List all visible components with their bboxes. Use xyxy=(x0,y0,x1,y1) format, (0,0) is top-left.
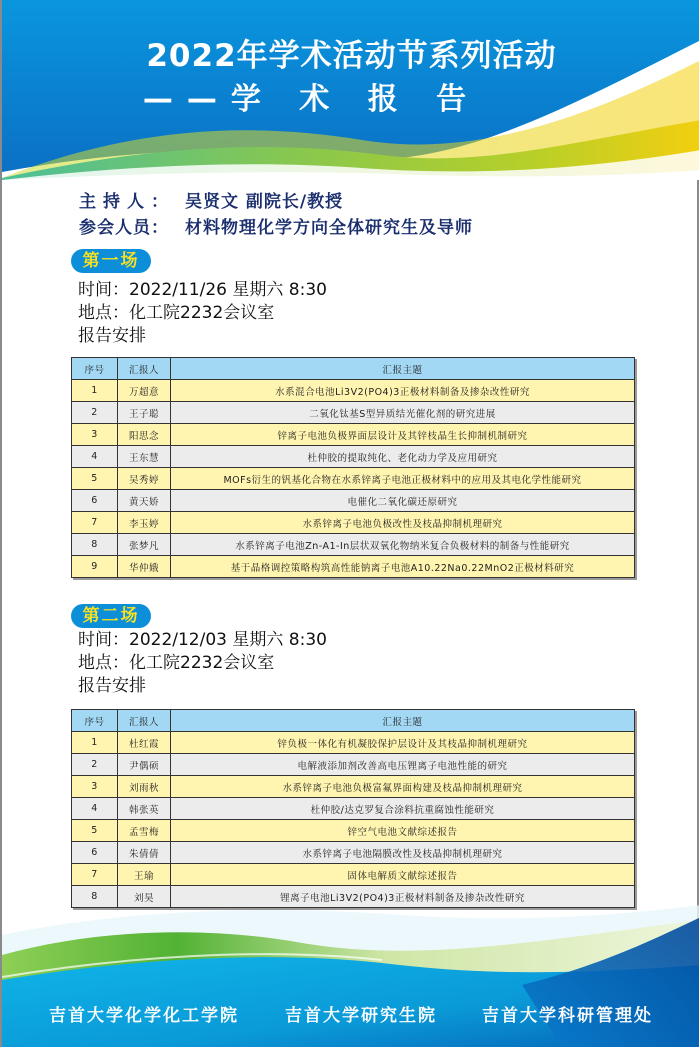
table-row xyxy=(72,556,635,578)
host-line xyxy=(79,187,343,212)
table-row xyxy=(72,424,635,446)
footer-org-2: 吉首大学研究生院 xyxy=(285,1006,437,1026)
table-row xyxy=(72,446,635,468)
session-2-schedule-label: 报告安排 xyxy=(78,676,146,696)
row-no: 1 xyxy=(72,380,118,402)
row-no: 4 xyxy=(72,446,118,468)
table-row xyxy=(72,512,635,534)
col-header-topic: 汇报主题 xyxy=(171,358,635,380)
col-header-reporter: 汇报人 xyxy=(118,710,171,732)
session-1-info xyxy=(78,279,327,348)
table-header-row xyxy=(72,358,635,380)
table-row xyxy=(72,468,635,490)
poster-title: 2022年学术活动节系列活动 xyxy=(146,38,557,74)
attendees-line xyxy=(79,213,473,238)
row-reporter: 王东慧 xyxy=(118,446,171,468)
row-reporter: 杜红霞 xyxy=(118,732,171,754)
session-2-schedule-table xyxy=(71,709,635,908)
col-header-no: 序号 xyxy=(72,710,118,732)
row-reporter: 刘昊 xyxy=(118,886,171,908)
row-topic: 电解液添加剂改善高电压锂离子电池性能的研究 xyxy=(171,754,635,776)
row-topic: 二氧化钛基S型异质结光催化剂的研究进展 xyxy=(171,402,635,424)
row-no: 2 xyxy=(72,754,118,776)
session-1-schedule-table xyxy=(71,357,635,578)
row-no: 5 xyxy=(72,820,118,842)
table-row xyxy=(72,864,635,886)
table-row xyxy=(72,402,635,424)
row-topic: 水系锌离子电池隔膜改性及枝晶抑制机理研究 xyxy=(171,842,635,864)
row-topic: 基于晶格调控策略构筑高性能钠离子电池A10.22Na0.22MnO2正极材料研究 xyxy=(171,556,635,578)
row-topic: 水系锌离子电池Zn-A1-In层状双氧化物纳米复合负极材料的制备与性能研究 xyxy=(171,534,635,556)
row-reporter: 孟雪梅 xyxy=(118,820,171,842)
row-reporter: 刘雨秋 xyxy=(118,776,171,798)
table-header-row xyxy=(72,710,635,732)
table-row xyxy=(72,732,635,754)
row-topic: 锌离子电池负极界面层设计及其锌枝晶生长抑制机制研究 xyxy=(171,424,635,446)
session-2-time: 时间：2022/12/03 星期六 8:30 xyxy=(78,630,327,650)
footer-org-3: 吉首大学科研管理处 xyxy=(482,1006,653,1026)
row-reporter: 万超意 xyxy=(118,380,171,402)
row-no: 9 xyxy=(72,556,118,578)
row-topic: 固体电解质文献综述报告 xyxy=(171,864,635,886)
col-header-reporter: 汇报人 xyxy=(118,358,171,380)
session-1-badge: 第一场 xyxy=(71,249,151,273)
col-header-no: 序号 xyxy=(72,358,118,380)
row-no: 1 xyxy=(72,732,118,754)
row-reporter: 阳思念 xyxy=(118,424,171,446)
session-1-time: 时间：2022/11/26 星期六 8:30 xyxy=(78,280,327,300)
table-row xyxy=(72,776,635,798)
row-no: 3 xyxy=(72,424,118,446)
row-topic: 锌负极一体化有机凝胶保护层设计及其枝晶抑制机理研究 xyxy=(171,732,635,754)
row-no: 8 xyxy=(72,534,118,556)
col-header-topic: 汇报主题 xyxy=(171,710,635,732)
row-topic: MOFs衍生的钒基化合物在水系锌离子电池正极材料中的应用及其电化学性能研究 xyxy=(171,468,635,490)
row-topic: 杜仲胶/达克罗复合涂料抗重腐蚀性能研究 xyxy=(171,798,635,820)
row-no: 3 xyxy=(72,776,118,798)
footer-org-1: 吉首大学化学化工学院 xyxy=(49,1006,239,1026)
host-label: 主持人： xyxy=(79,192,175,212)
attendees-value: 材料物理化学方向全体研究生及导师 xyxy=(185,218,473,238)
row-topic: 水系锌离子电池负极改性及枝晶抑制机理研究 xyxy=(171,512,635,534)
table-row xyxy=(72,534,635,556)
row-reporter: 王瑜 xyxy=(118,864,171,886)
session-1-place: 地点：化工院2232会议室 xyxy=(78,303,275,323)
row-topic: 锌空气电池文献综述报告 xyxy=(171,820,635,842)
row-no: 8 xyxy=(72,886,118,908)
row-topic: 水系锌离子电池负极富氟界面构建及枝晶抑制机理研究 xyxy=(171,776,635,798)
row-no: 6 xyxy=(72,490,118,512)
table-row xyxy=(72,490,635,512)
row-reporter: 张梦凡 xyxy=(118,534,171,556)
row-no: 5 xyxy=(72,468,118,490)
row-no: 6 xyxy=(72,842,118,864)
row-topic: 水系混合电池Li3V2(PO4)3正极材料制备及掺杂改性研究 xyxy=(171,380,635,402)
row-no: 4 xyxy=(72,798,118,820)
table-row xyxy=(72,380,635,402)
row-reporter: 吴秀婷 xyxy=(118,468,171,490)
session-1-schedule-label: 报告安排 xyxy=(78,326,146,346)
session-2-place: 地点：化工院2232会议室 xyxy=(78,653,275,673)
host-value: 吴贤文 副院长/教授 xyxy=(185,192,344,212)
session-2-info xyxy=(78,629,327,698)
attendees-label: 参会人员： xyxy=(79,218,169,238)
row-topic: 电催化二氧化碳还原研究 xyxy=(171,490,635,512)
row-reporter: 韩张英 xyxy=(118,798,171,820)
session-2-badge: 第二场 xyxy=(71,604,151,628)
row-reporter: 黄天娇 xyxy=(118,490,171,512)
row-reporter: 华仲娥 xyxy=(118,556,171,578)
row-reporter: 朱倩倩 xyxy=(118,842,171,864)
table-row xyxy=(72,842,635,864)
table-row xyxy=(72,820,635,842)
table-row xyxy=(72,798,635,820)
row-no: 7 xyxy=(72,864,118,886)
row-reporter: 尹偶硕 xyxy=(118,754,171,776)
row-topic: 杜仲胶的提取纯化、老化动力学及应用研究 xyxy=(171,446,635,468)
row-reporter: 李玉婷 xyxy=(118,512,171,534)
row-no: 2 xyxy=(72,402,118,424)
row-topic: 锂离子电池Li3V2(PO4)3正极材料制备及掺杂改性研究 xyxy=(171,886,635,908)
poster-subtitle: ——学 术 报 告 xyxy=(142,82,481,117)
table-row xyxy=(72,754,635,776)
row-reporter: 王子聪 xyxy=(118,402,171,424)
row-no: 7 xyxy=(72,512,118,534)
